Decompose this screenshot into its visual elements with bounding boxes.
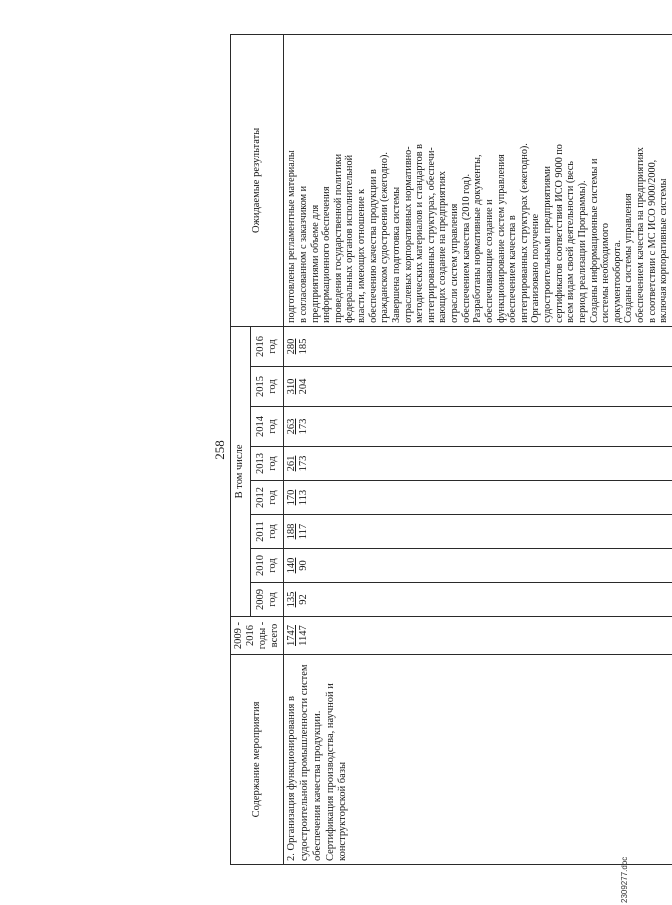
year-amount-bottom: 204 [298,378,310,395]
header-year: 2015 год [250,367,284,407]
header-year: 2016 год [250,326,284,366]
result-line: обеспечением качества в [507,215,519,323]
year-amount [284,549,672,583]
year-amount-top: 261 [286,455,298,472]
expected-results [284,34,672,326]
result-line: обеспечением качества на предприятиях [635,147,646,323]
year-amount-bottom: 113 [298,489,310,506]
year-amount-top: 188 [286,523,298,540]
result-line: власти, имеющих отношение к [356,188,367,323]
year-amount-bottom: 90 [298,560,310,571]
result-line: в соответствии с МС ИСО 9000/2000, [646,159,658,323]
result-line: федеральных органов исполнительной [344,154,356,323]
total-amount [284,617,672,655]
program-events-table [230,34,672,865]
result-line: информационного обеспечения [321,186,333,323]
year-amount-top: 263 [286,418,298,435]
result-line: Организовано получение [530,213,542,323]
result-line: Созданы системы управления [623,193,635,323]
header-year: 2012 год [250,481,284,515]
result-line: Разработаны нормативные документы, [472,154,484,323]
header-event: Содержание мероприятия [231,655,284,865]
header-year: 2011 год [250,515,284,549]
year-amount-top: 310 [286,378,298,395]
total-amount-bottom: 1147 [298,625,310,646]
year-amount-bottom: 173 [298,455,310,472]
header-year: 2014 год [250,407,284,447]
year-amount-top: 280 [286,338,298,355]
result-line: обеспечением качества (2010 год). [460,173,472,323]
result-line: функционирование систем управления [495,154,507,323]
total-amount-top: 1747 [286,625,298,646]
event-description: 2. Организация функционирования в судостроительной промышленности систем обеспечения качества продукции. Сертификация производства, научной и конструкторской базы [284,655,672,865]
result-line: Завершена подготовка системы [390,186,402,323]
year-amount-bottom: 185 [298,338,310,355]
year-amount [284,515,672,549]
year-amount-bottom: 92 [298,594,310,605]
header-total: 2009 - 2016 годы - всего [231,617,284,655]
result-line: включая корпоративные системы [658,178,670,323]
result-line: обеспечению качества продукции в [367,169,379,323]
result-line: подготовлены регламентные материалы [286,150,298,323]
result-line: интегрированных структурах, обеспечи- [425,147,437,323]
result-line: всем видам своей деятельности (весь [565,161,577,323]
result-line: период реализации Программы). [576,180,588,323]
result-line: проведения государственной политики [332,153,344,323]
year-amount-top: 170 [286,489,298,506]
year-amount-bottom: 117 [298,523,310,540]
year-amount-bottom: 173 [298,418,310,435]
year-amount [284,481,672,515]
result-line: Созданы информационные системы и [588,158,600,323]
result-line: обеспечивающие создание и [483,199,495,323]
header-year: 2010 год [250,549,284,583]
year-amount [284,367,672,407]
result-line: гражданском судостроении (ежегодно). [379,152,391,323]
year-amount-top: 140 [286,557,298,574]
result-line: методических материалов и стандартов в [414,144,426,323]
result-line: системы необходимого [600,223,612,323]
result-line: отрасли систем управления [449,203,460,323]
page-number: 258 [212,440,227,460]
table-header [231,34,284,864]
year-amount [284,447,672,481]
year-amount [284,326,672,366]
result-line: вающих создание на предприятиях [437,171,449,323]
year-amount [284,583,672,617]
result-line: документооборота. [611,239,623,323]
header-subgroup: В том числе [231,326,251,616]
result-line: предприятиями объеме для [309,204,321,323]
result-line: отраслевых корпоративных нормативно- [402,146,414,323]
header-results: Ожидаемые результаты [231,34,284,326]
result-line: судостроительными предприятиями [542,166,553,323]
result-line: сертификатов соответствия ИСО 9000 по [553,144,565,323]
table-row [284,34,672,864]
header-year: 2009 год [250,583,284,617]
result-line: интегрированных структурах (ежегодно). [518,143,530,323]
header-year: 2013 год [250,447,284,481]
result-line: в согласованном с заказчиком и [297,185,309,323]
year-amount [284,407,672,447]
year-amount-top: 135 [286,591,298,608]
document-footer-reference: 2309277.doc [620,856,629,903]
